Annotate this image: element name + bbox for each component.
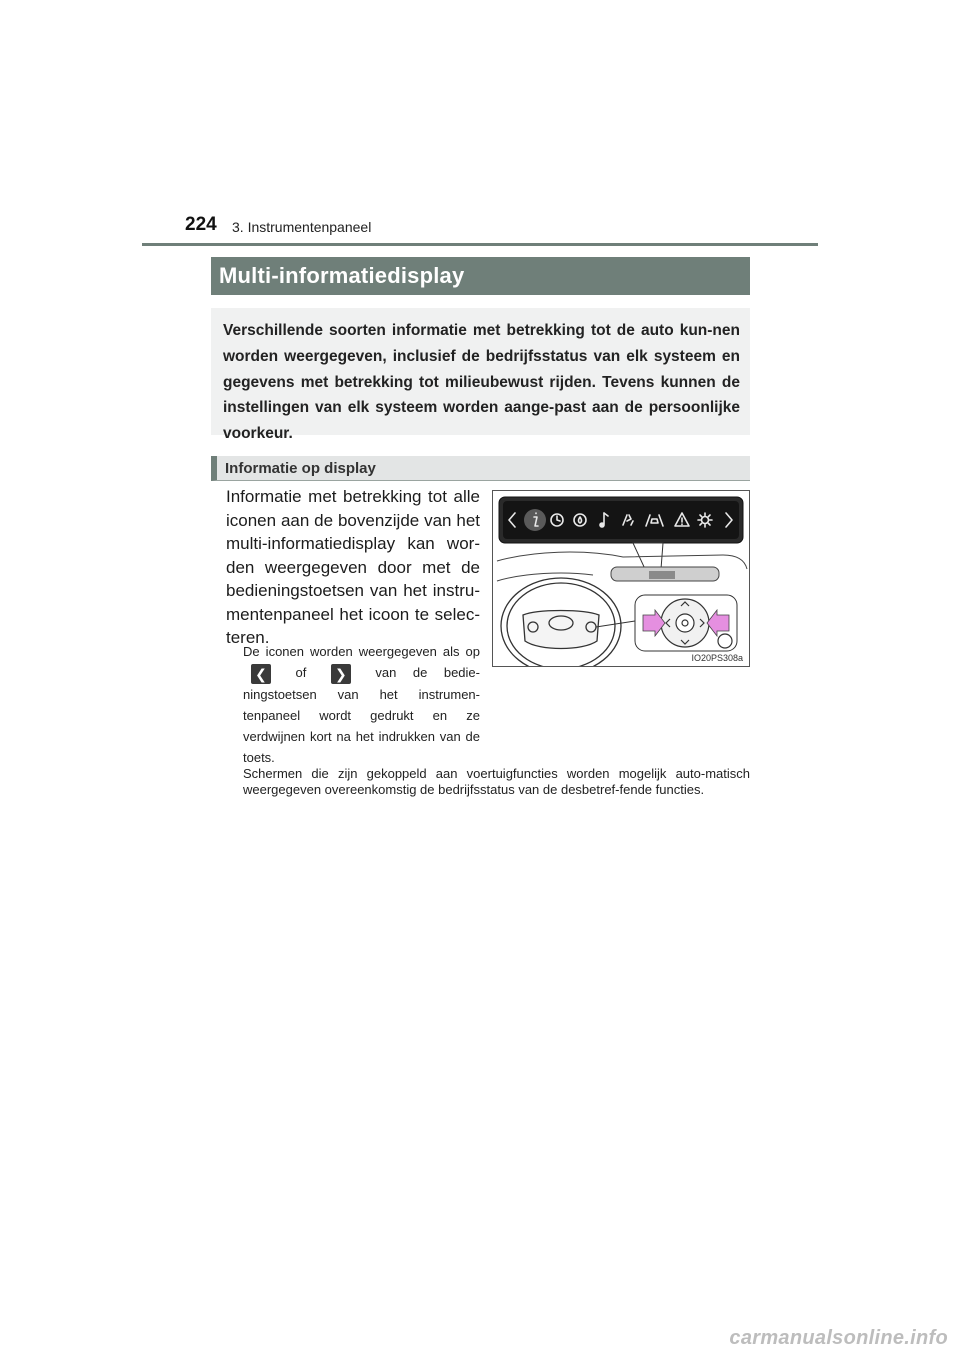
subsection-title: Informatie op display	[225, 460, 376, 477]
main-paragraph: Informatie met betrekking tot alle iconen aan de bovenzijde van het multi-informatiedisplay kan wor-den weergegeven door met de bedieningstoetsen van het instru-mentenpaneel het icoon te selec-teren.	[226, 487, 480, 647]
chevron-left-icon: ❮	[251, 664, 271, 684]
note-paragraph	[243, 641, 480, 768]
watermark: carmanualsonline.info	[729, 1327, 948, 1349]
dashboard-top-line	[497, 552, 747, 569]
chevron-right-icon: ❯	[331, 664, 351, 684]
steering-wheel	[501, 578, 621, 666]
chapter-title: 3. Instrumentenpaneel	[232, 219, 372, 235]
display-location	[649, 571, 675, 579]
bottom-note: Schermen die zijn gekoppeld aan voertuigfuncties worden mogelijk auto-matisch weergegeven overeenkomstig de bedrijfsstatus van de desbetref-fende functies.	[243, 766, 750, 797]
dashboard-svg	[493, 491, 749, 666]
note-text-2: of	[295, 665, 307, 680]
page-number: 224	[185, 214, 217, 235]
intro-text: Verschillende soorten informatie met betrekking tot de auto kun-nen worden weergegeven, inclusief de bedrijfsstatus van elk systeem en gegevens met betrekking tot milieubewust rijden. Tevens kunnen de instellingen van elk systeem worden aange-past aan de persoonlijke voorkeur.	[223, 322, 740, 443]
section-title-banner	[211, 257, 750, 295]
intro-box	[211, 308, 750, 443]
subsection-title-banner	[211, 456, 750, 481]
figure-code: IO20PS308a	[691, 653, 743, 663]
note-text-1: De iconen worden weergegeven als op	[243, 644, 480, 659]
dashboard-illustration	[492, 490, 750, 667]
info-icon-highlight	[524, 509, 546, 531]
header-rule	[142, 243, 818, 246]
note-text-3: van de bedie-ningstoetsen van het instrumen-tenpaneel wordt gedrukt en ze verdwijnen kort na het indrukken van de toets.	[243, 665, 480, 765]
section-title: Multi-informatiedisplay	[219, 263, 465, 288]
